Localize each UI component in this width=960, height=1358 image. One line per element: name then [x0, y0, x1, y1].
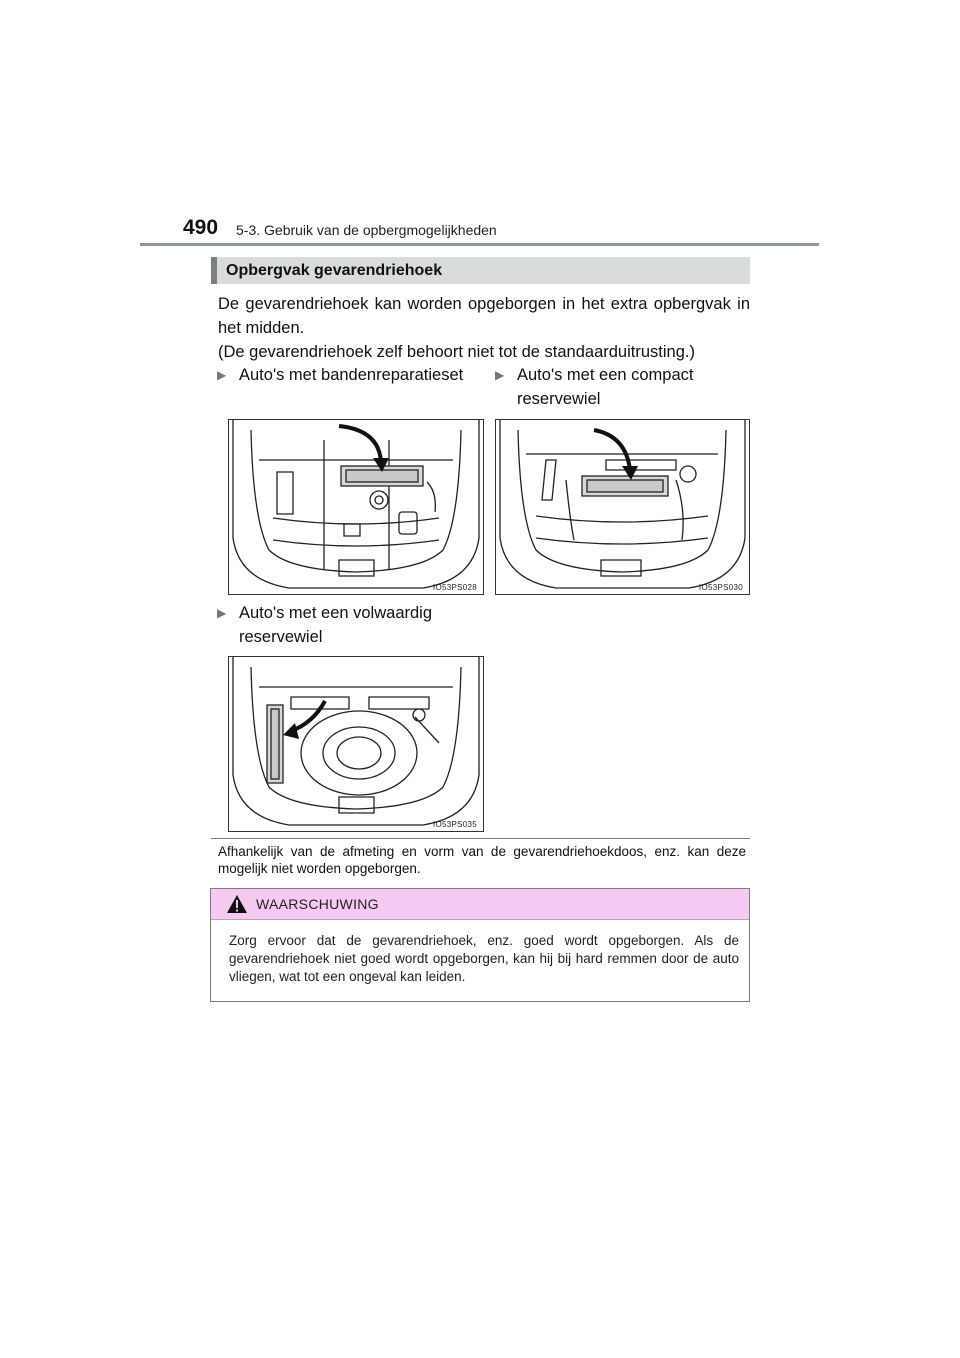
- variant-full-spare: [217, 601, 464, 649]
- section-heading: [211, 257, 750, 284]
- variant-repair-kit: [217, 363, 464, 387]
- variant-label: Auto's met een compact reservewiel: [517, 366, 694, 408]
- section-heading-text: Opbergvak gevarendriehoek: [226, 261, 443, 279]
- note-text: Afhankelijk van de afmeting en vorm van de gevarendriehoekdoos, enz. kan deze mogelijk niet worden opgeborgen.: [218, 844, 746, 876]
- intro-line-2: (De gevarendriehoek zelf behoort niet tot de standaarduitrusting.): [218, 343, 695, 361]
- variant-label: Auto's met een volwaardig reservewiel: [239, 604, 433, 646]
- warning-box: [210, 888, 750, 1002]
- figure-code: IO53PS028: [432, 583, 477, 592]
- warning-text: Zorg ervoor dat de gevarendriehoek, enz. goed wordt opgeborgen. Als de gevarendriehoek niet goed wordt opgeborgen, kan hij bij hard remmen door de auto vliegen, wat tot een ongeval kan leiden.: [229, 933, 739, 984]
- header-rule: [140, 243, 819, 246]
- section-title: 5-3. Gebruik van de opbergmogelijkheden: [236, 222, 497, 238]
- figure-code: IO53PS035: [432, 820, 477, 829]
- variant-compact-spare: [495, 363, 742, 411]
- figure-trunk-repair-kit: [228, 419, 484, 595]
- variant-label: Auto's met bandenreparatieset: [239, 366, 464, 384]
- trunk-illustration: [229, 420, 483, 594]
- page-number: 490: [183, 216, 219, 239]
- intro-text: [218, 292, 750, 364]
- figure-code: IO53PS030: [698, 583, 743, 592]
- trunk-illustration: [229, 657, 483, 831]
- warning-header: [211, 889, 749, 920]
- figure-trunk-full-spare: [228, 656, 484, 832]
- intro-line-1: De gevarendriehoek kan worden opgeborgen in het extra opbergvak in het midden.: [218, 295, 750, 337]
- warning-triangle-icon: [226, 894, 248, 914]
- note-divider: [211, 838, 750, 839]
- figure-trunk-compact-spare: [495, 419, 750, 595]
- triangle-bullet-icon: ▶: [217, 606, 227, 620]
- trunk-illustration: [496, 420, 749, 594]
- triangle-bullet-icon: ▶: [495, 368, 505, 382]
- warning-title: WAARSCHUWING: [256, 896, 379, 912]
- triangle-bullet-icon: ▶: [217, 368, 227, 382]
